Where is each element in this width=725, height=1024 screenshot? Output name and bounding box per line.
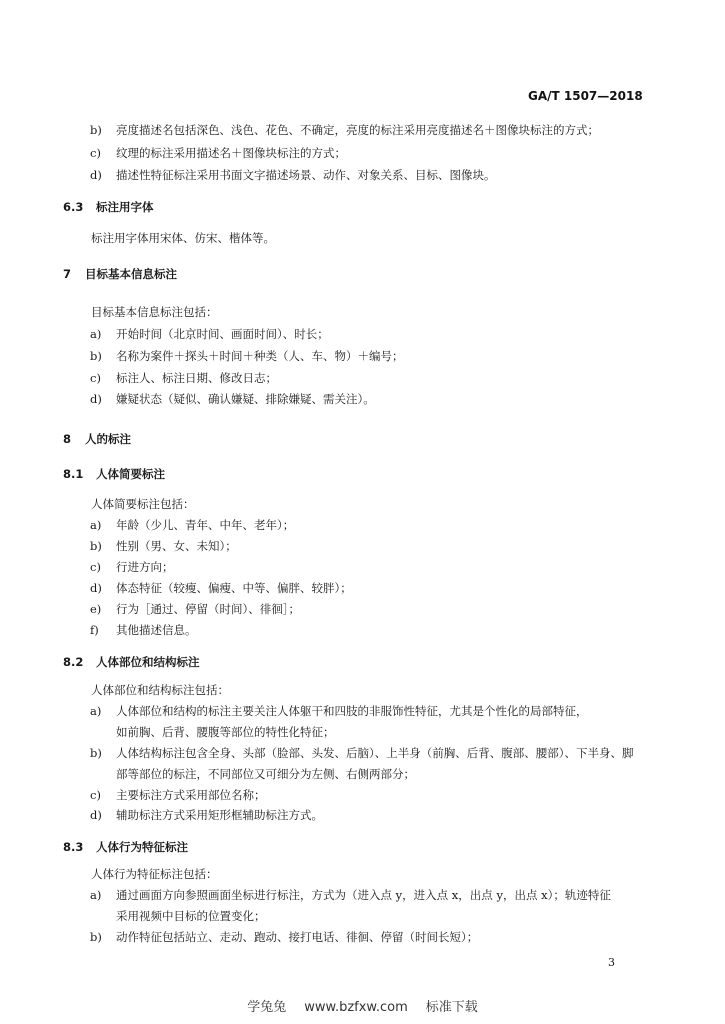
list-item: a) 人体部位和结构的标注主要关注人体躯干和四肢的非服饰性特征，尤其是个性化的局部特征， xyxy=(90,704,588,718)
paragraph: 人体部位和结构标注包括： xyxy=(91,683,229,697)
list-item: b) 动作特征包括站立、走动、跑动、接打电话、徘徊、停留（时间长短）； xyxy=(90,930,479,944)
list-item: f) 其他描述信息。 xyxy=(90,623,197,637)
list-item: e) 行为［通过、停留（时间）、徘徊］； xyxy=(90,602,300,616)
list-item: c) 主要标注方式采用部位名称； xyxy=(90,788,266,802)
section-heading-8-3: 8.3 人体行为特征标注 xyxy=(63,840,188,854)
list-item: b) 名称为案件＋探头＋时间＋种类（人、车、物）＋编号； xyxy=(90,349,404,363)
section-heading-8-1: 8.1 人体简要标注 xyxy=(63,467,165,481)
list-item: d) 描述性特征标注采用书面文字描述场景、动作、对象关系、目标、图像块。 xyxy=(90,168,496,182)
list-item-continuation: 采用视频中目标的位置变化； xyxy=(116,909,266,923)
paragraph: 人体行为特征标注包括： xyxy=(91,867,218,881)
section-heading-8: 8 人的标注 xyxy=(63,432,131,446)
list-item: d) 体态特征（较瘦、偏瘦、中等、偏胖、较胖）； xyxy=(90,581,352,595)
list-item: a) 通过画面方向参照画面坐标进行标注，方式为（进入点 y，进入点 x，出点 y，出点 x）；轨迹特征 xyxy=(90,888,611,902)
paragraph: 目标基本信息标注包括： xyxy=(91,305,218,319)
paragraph: 标注用字体用宋体、仿宋、楷体等。 xyxy=(91,231,275,245)
section-heading-7: 7 目标基本信息标注 xyxy=(63,267,177,281)
list-item: d) 嫌疑状态（疑似、确认嫌疑、排除嫌疑、需关注）。 xyxy=(90,392,375,406)
list-item: b) 亮度描述名包括深色、浅色、花色、不确定，亮度的标注采用亮度描述名＋图像块标注的方式； xyxy=(90,123,599,137)
section-heading-6-3: 6.3 标注用字体 xyxy=(63,200,154,214)
list-item-continuation: 部等部位的标注，不同部位又可细分为左侧、右侧两部分； xyxy=(116,767,415,781)
list-item: b) 性别（男、女、未知）； xyxy=(90,539,237,553)
page-number: 3 xyxy=(608,956,615,969)
list-item: c) 标注人、标注日期、修改日志； xyxy=(90,371,277,385)
list-item: a) 开始时间（北京时间、画面时间）、时长； xyxy=(90,327,329,341)
section-heading-8-2: 8.2 人体部位和结构标注 xyxy=(63,655,200,669)
watermark: 学兔兔 www.bzfxw.com 标准下载 xyxy=(247,1000,478,1015)
list-item: c) 行进方向； xyxy=(90,560,174,574)
standard-code: GA/T 1507—2018 xyxy=(528,89,643,103)
list-item-continuation: 如前胸、后背、腰腹等部位的特性化特征； xyxy=(116,725,335,739)
paragraph: 人体简要标注包括： xyxy=(91,497,195,511)
list-item: d) 辅助标注方式采用矩形框辅助标注方式。 xyxy=(90,808,323,822)
list-item: c) 纹理的标注采用描述名＋图像块标注的方式； xyxy=(90,146,346,160)
list-item: b) 人体结构标注包含全身、头部（脸部、头发、后脑）、上半身（前胸、后背、腹部、腰部）、下半身、脚 xyxy=(90,746,634,760)
list-item: a) 年龄（少儿、青年、中年、老年）； xyxy=(90,518,295,532)
